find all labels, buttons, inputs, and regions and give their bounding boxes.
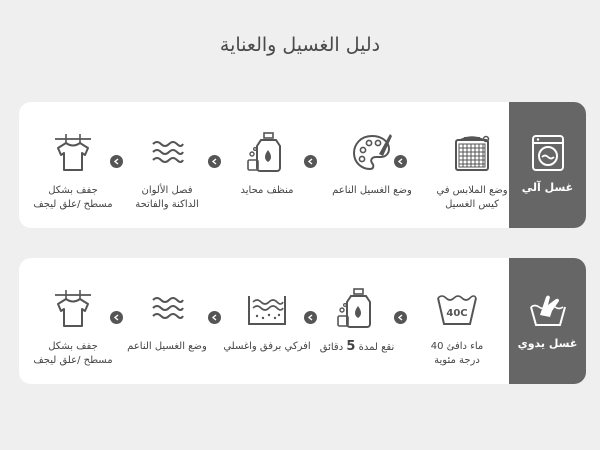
hand-wash-label: غسل يدوي bbox=[517, 336, 578, 350]
caption-line: الداكنة والفاتحة bbox=[135, 199, 199, 210]
caption-line: كيس الغسيل bbox=[445, 199, 499, 210]
step-caption bbox=[219, 184, 315, 198]
step-caption bbox=[409, 340, 505, 368]
caption-suffix: دقائق bbox=[319, 342, 344, 353]
caption-line: مسطح /علق ليجف bbox=[33, 355, 113, 366]
washing-machine-icon bbox=[528, 133, 568, 173]
caption-prefix: نقع لمدة bbox=[358, 342, 395, 353]
caption-number: 5 bbox=[346, 339, 356, 354]
step-neutral-detergent bbox=[219, 102, 315, 228]
step-caption bbox=[424, 184, 520, 212]
water-waves-icon bbox=[145, 130, 189, 174]
hand-wash-icon bbox=[528, 289, 568, 329]
step-caption bbox=[25, 340, 121, 368]
caption-line: جفف بشكل bbox=[48, 185, 98, 196]
detergent-bottle-icon bbox=[335, 286, 379, 330]
step-caption bbox=[25, 184, 121, 212]
machine-wash-label: غسل آلي bbox=[521, 180, 574, 194]
caption-line: فصل الألوان bbox=[141, 185, 193, 196]
water-waves-icon bbox=[145, 286, 189, 330]
tub-temperature-text: 40C bbox=[446, 308, 468, 319]
step-soak bbox=[309, 258, 405, 384]
laundry-bag-icon bbox=[450, 130, 494, 174]
step-warm-water bbox=[409, 258, 505, 384]
palette-icon bbox=[350, 130, 394, 174]
step-dry-flat bbox=[25, 258, 121, 384]
step-gentle-wash bbox=[119, 258, 215, 384]
caption-line: ماء دافئ 40 bbox=[430, 341, 484, 352]
wash-tub-40c-icon bbox=[435, 286, 479, 330]
caption-line: وضع الغسيل الناعم bbox=[332, 185, 412, 196]
machine-wash-panel bbox=[509, 102, 586, 228]
shirt-on-hanger-icon bbox=[51, 286, 95, 330]
caption-line: جفف بشكل bbox=[48, 341, 98, 352]
caption-line: منظف محايد bbox=[240, 185, 294, 196]
step-caption bbox=[324, 184, 420, 198]
step-dry-flat bbox=[25, 102, 121, 228]
machine-wash-card bbox=[19, 102, 586, 228]
step-gentle-wash bbox=[324, 102, 420, 228]
caption-line: وضع الغسيل الناعم bbox=[127, 341, 207, 352]
detergent-bottle-icon bbox=[245, 130, 289, 174]
wash-basin-icon bbox=[245, 286, 289, 330]
step-separate-colors bbox=[119, 102, 215, 228]
hand-wash-card bbox=[19, 258, 586, 384]
caption-line: افركي برفق واغسلي bbox=[223, 341, 311, 352]
step-caption bbox=[119, 184, 215, 212]
page-title: دليل الغسيل والعناية bbox=[219, 34, 381, 56]
shirt-on-hanger-icon bbox=[51, 130, 95, 174]
step-caption bbox=[119, 340, 215, 354]
step-caption bbox=[309, 340, 405, 355]
step-caption bbox=[219, 340, 315, 354]
step-rub-gently bbox=[219, 258, 315, 384]
caption-line: مسطح /علق ليجف bbox=[33, 199, 113, 210]
caption-line: درجة مئوية bbox=[434, 355, 480, 366]
step-laundry-bag bbox=[424, 102, 520, 228]
hand-wash-panel bbox=[509, 258, 586, 384]
caption-line: وضع الملابس في bbox=[436, 185, 508, 196]
